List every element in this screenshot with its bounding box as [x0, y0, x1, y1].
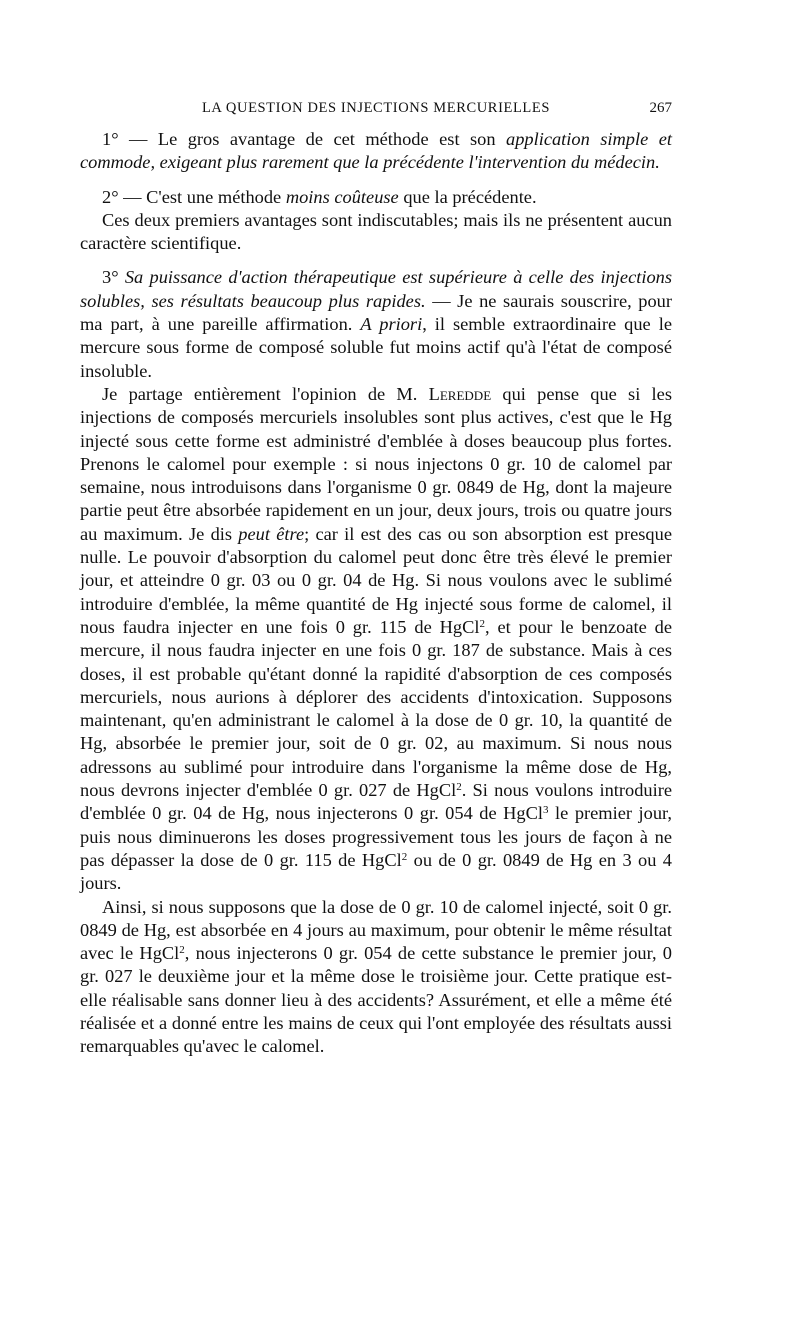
paragraph-2-text-end: que la précédente. [398, 186, 537, 207]
superscript: 2 [456, 781, 462, 794]
paragraph-2 [80, 186, 672, 209]
superscript: 2 [479, 617, 485, 630]
superscript: 3 [543, 804, 549, 817]
paragraph-4 [80, 266, 672, 382]
paragraph-5 [80, 383, 672, 896]
paragraph-5-text-4: , et pour le benzoate de mercure, il nous faudra injecter en une fois 0 gr. 187 de substance. Mais à ces doses, il est probable qu'étant donné la rapidité d'absorption de ces composés mercuriels, nous aurions à déplorer des accidents d'intoxication. Supposons maintenant, qu'en administrant le calomel à la dose de 0 gr. 10, la quantité de Hg, absorbée le premier jour, soit de 0 gr. 02, au maximum. Si nous nous adressons au sublimé pour introduire dans l'organisme la même dose de Hg, nous devrons injecter d'emblée 0 gr. 027 de HgCl [80, 616, 673, 801]
running-title: LA QUESTION DES INJECTIONS MERCURIELLES [201, 100, 551, 116]
paragraph-1 [80, 128, 672, 175]
paragraph-3 [80, 209, 672, 256]
superscript: 2 [179, 944, 185, 957]
paragraph-6-text-end: , nous injecterons 0 gr. 054 de cette substance le premier jour, 0 gr. 027 le deuxième jour et la même dose le troisième jour. Cette pratique est-elle réalisable sans donner lieu à des accidents? Assurément, et elle a même été réalisée et a donné entre les mains de ceux qui l'ont employée des résultats aussi remarquables qu'avec le calomel. [80, 943, 672, 1057]
paragraph-5-text-6: le premier jour, puis nous diminuerons les doses progressivement tous les jours de façon à ne pas dépasser la dose de 0 gr. 115 de HgCl [80, 803, 672, 870]
text-body [80, 128, 672, 1059]
paragraph-4-text-end: , il semble extraordinaire que le mercure sous forme de composé soluble fut moins actif qu'à l'état de composé insoluble. [80, 314, 672, 381]
superscript: 2 [401, 850, 408, 863]
paragraph-2-italic: moins coûteuse [285, 186, 399, 207]
running-header [80, 100, 672, 122]
paragraph-6 [80, 896, 672, 1059]
paragraph-4-number: 3° [102, 267, 125, 288]
paragraph-1-text: 1° — Le gros avantage de cet méthode est son [102, 129, 507, 149]
paragraph-3-text: Ces deux premiers avantages sont indiscutables; mais ils ne présentent aucun caractère scientifique. [80, 209, 672, 254]
paragraph-2-text: 2° — C'est une méthode [102, 186, 286, 207]
paragraph-5-text-7: ou de 0 gr. 0849 de Hg en 3 ou 4 jours. [80, 849, 672, 894]
paragraph-4-text: — Je ne saurais souscrire, pour ma part, à une pareille affirmation. [80, 290, 673, 335]
paragraph-5-text-3: ; car il est des cas ou son absorption est presque nulle. Le pouvoir d'absorption du calomel peut donc être très élevé le premier jour, et atteindre 0 gr. 03 ou 0 gr. 04 de Hg. Si nous voulons avec le sublimé introduire d'emblée, la même quantité de Hg injecté sous forme de calomel, il nous faudra injecter en une fois 0 gr. 115 de HgCl [80, 523, 672, 637]
paragraph-5-text: Je partage entièrement l'opinion de M. [102, 383, 429, 404]
paragraph-1-italic: application simple et commode, exigeant plus rarement que la précédente l'intervention du médecin. [80, 129, 672, 173]
paragraph-4-italic: Sa puissance d'action thérapeutique est supérieure à celle des injections solubles, ses résultats beaucoup plus rapides. [80, 267, 672, 311]
page-number: 267 [649, 100, 672, 116]
paragraph-5-text-5: . Si nous voulons introduire d'emblée 0 gr. 04 de Hg, nous injecterons 0 gr. 054 de HgCl [80, 780, 672, 824]
peut-etre-italic: peut être [238, 523, 305, 544]
paragraph-5-text-2: qui pense que si les injections de composés mercuriels insolubles sont plus actives, c'est que le Hg injecté sous cette forme est administré d'emblée à doses beaucoup plus fortes. Prenons le calomel pour exemple : si nous injectons 0 gr. 10 de calomel par semaine, nous introduisons dans l'organisme 0 gr. 0849 de Hg, dont la majeure partie peut être absorbée rapidement en un jour, deux jours, trois ou quatre jours au maximum. Je dis [80, 383, 672, 544]
a-priori-italic: A priori [360, 314, 423, 335]
author-name: Leredde [428, 383, 492, 404]
paragraph-6-text: Ainsi, si nous supposons que la dose de 0 gr. 10 de calomel injecté, soit 0 gr. 0849 de Hg, est absorbée en 4 jours au maximum, pour obtenir le même résultat avec le HgCl [80, 896, 672, 964]
